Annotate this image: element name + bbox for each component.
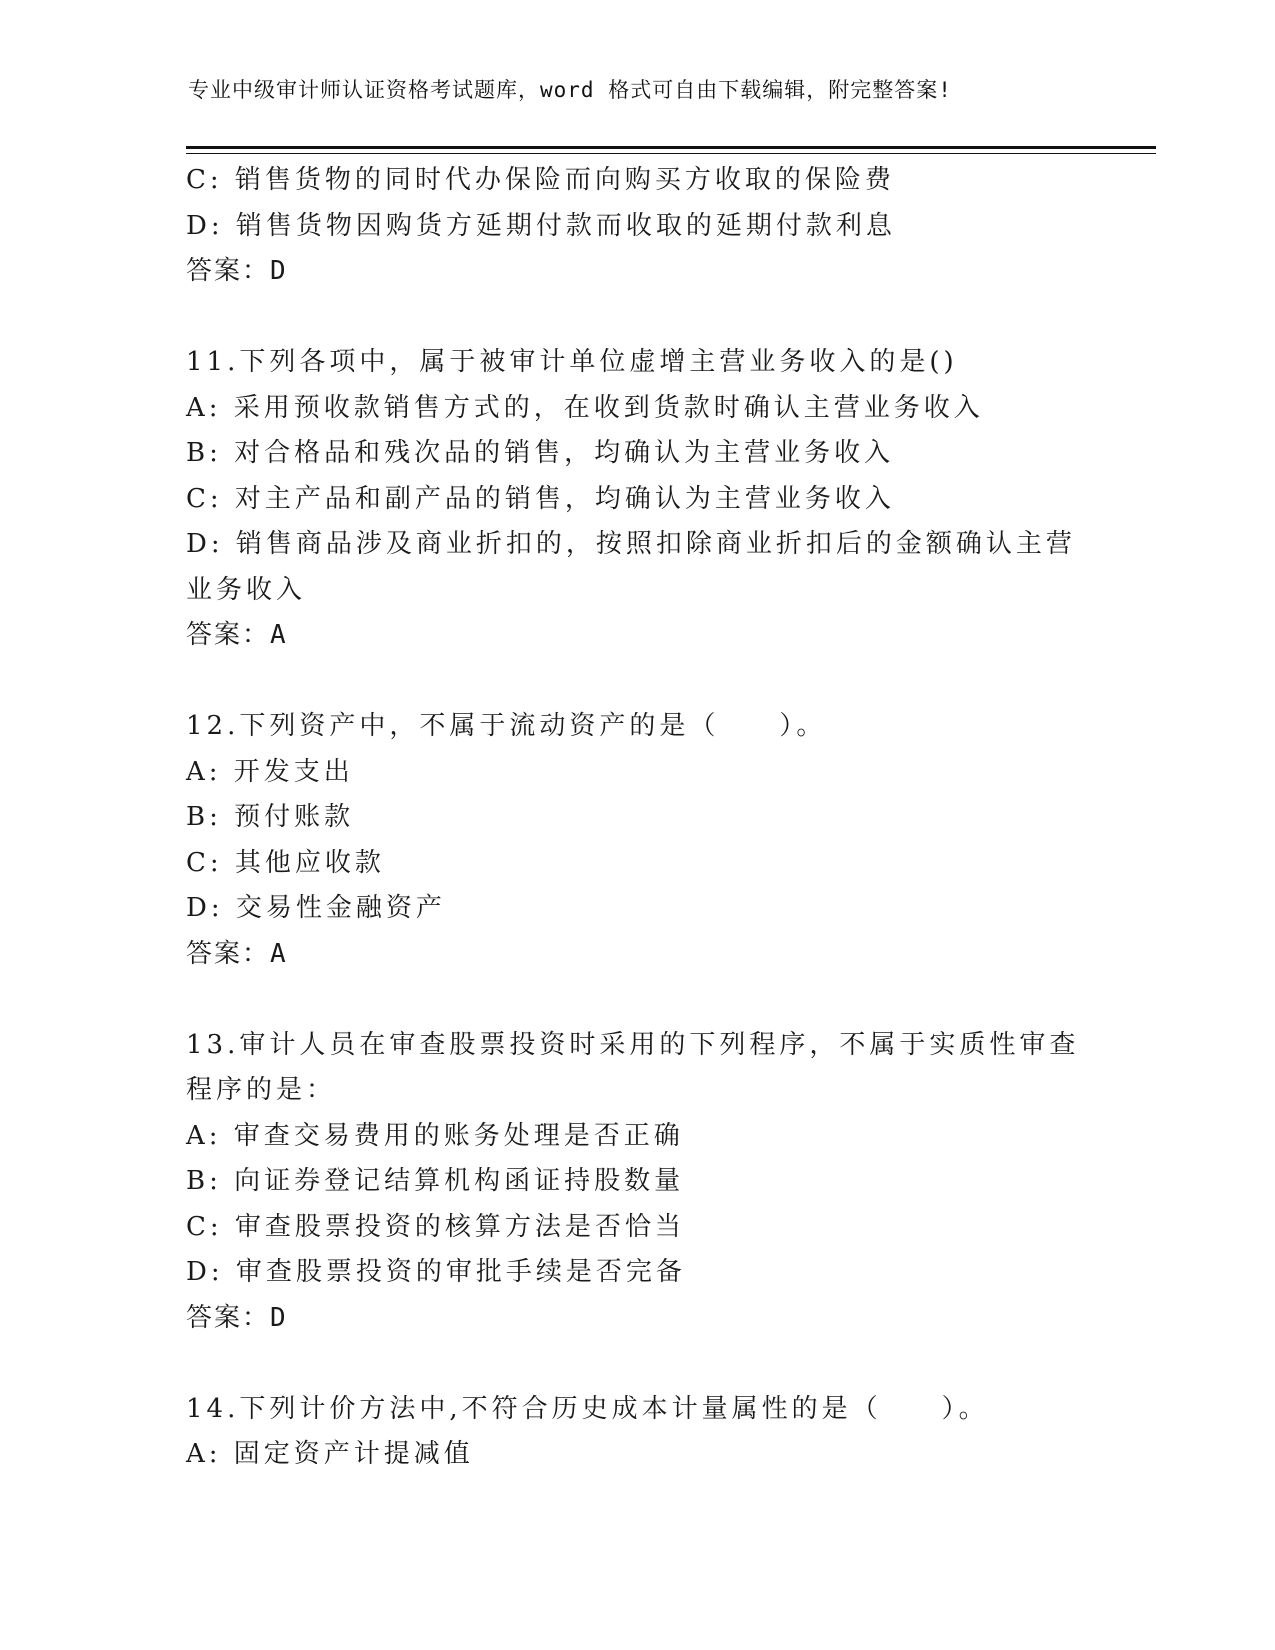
answer-value: D — [270, 256, 288, 286]
header-rule-thick — [186, 146, 1156, 149]
page-header: 专业中级审计师认证资格考试题库，word 格式可自由下载编辑，附完整答案! — [188, 78, 952, 102]
option-line: B: 对合格品和残次品的销售，均确认为主营业务收入 — [186, 438, 895, 468]
question-stem: 11.下列各项中，属于被审计单位虚增主营业务收入的是() — [186, 347, 958, 377]
option-line: D: 销售货物因购货方延期付款而收取的延期付款利息 — [186, 210, 896, 241]
answer-line — [186, 613, 1086, 659]
option-line: C: 审查股票投资的核算方法是否恰当 — [186, 1211, 685, 1242]
option-line: A: 采用预收款销售方式的，在收到货款时确认主营业务收入 — [186, 392, 984, 423]
option-line: D: 交易性金融资产 — [186, 893, 446, 923]
answer-line — [186, 932, 1086, 978]
answer-label: 答案： — [186, 1302, 271, 1333]
option-line: B: 预付账款 — [186, 802, 355, 832]
option-line: A: 审查交易费用的账务处理是否正确 — [186, 1120, 684, 1151]
answer-label: 答案： — [186, 620, 271, 650]
question-stem: 12.下列资产中，不属于流动资产的是（ ）。 — [186, 711, 827, 741]
answer-value: A — [270, 938, 288, 969]
option-line: C: 其他应收款 — [186, 847, 385, 878]
option-line: C: 对主产品和副产品的销售，均确认为主营业务收入 — [186, 483, 895, 514]
answer-label: 答案： — [186, 256, 271, 286]
answer-line — [186, 1296, 1086, 1342]
option-line: A: 开发支出 — [186, 756, 354, 787]
answer-value: D — [270, 1302, 288, 1333]
option-line: C: 销售货物的同时代办保险而向购买方收取的保险费 — [186, 165, 895, 195]
option-line: D: 销售商品涉及商业折扣的，按照扣除商业折扣后的金额确认主营业务收入 — [186, 529, 1076, 605]
option-line: D: 审查股票投资的审批手续是否完备 — [186, 1257, 686, 1287]
answer-label: 答案： — [186, 938, 271, 969]
question-stem: 14.下列计价方法中,不符合历史成本计量属性的是（ ）。 — [186, 1393, 989, 1424]
option-line: B: 向证券登记结算机构函证持股数量 — [186, 1166, 685, 1196]
answer-line — [186, 249, 1086, 295]
option-line: A: 固定资产计提减值 — [186, 1439, 474, 1469]
answer-value: A — [270, 620, 288, 650]
header-rule-thin — [186, 153, 1156, 154]
question-stem: 13.审计人员在审查股票投资时采用的下列程序，不属于实质性审查程序的是： — [186, 1029, 1080, 1105]
document-body — [186, 158, 1086, 1478]
